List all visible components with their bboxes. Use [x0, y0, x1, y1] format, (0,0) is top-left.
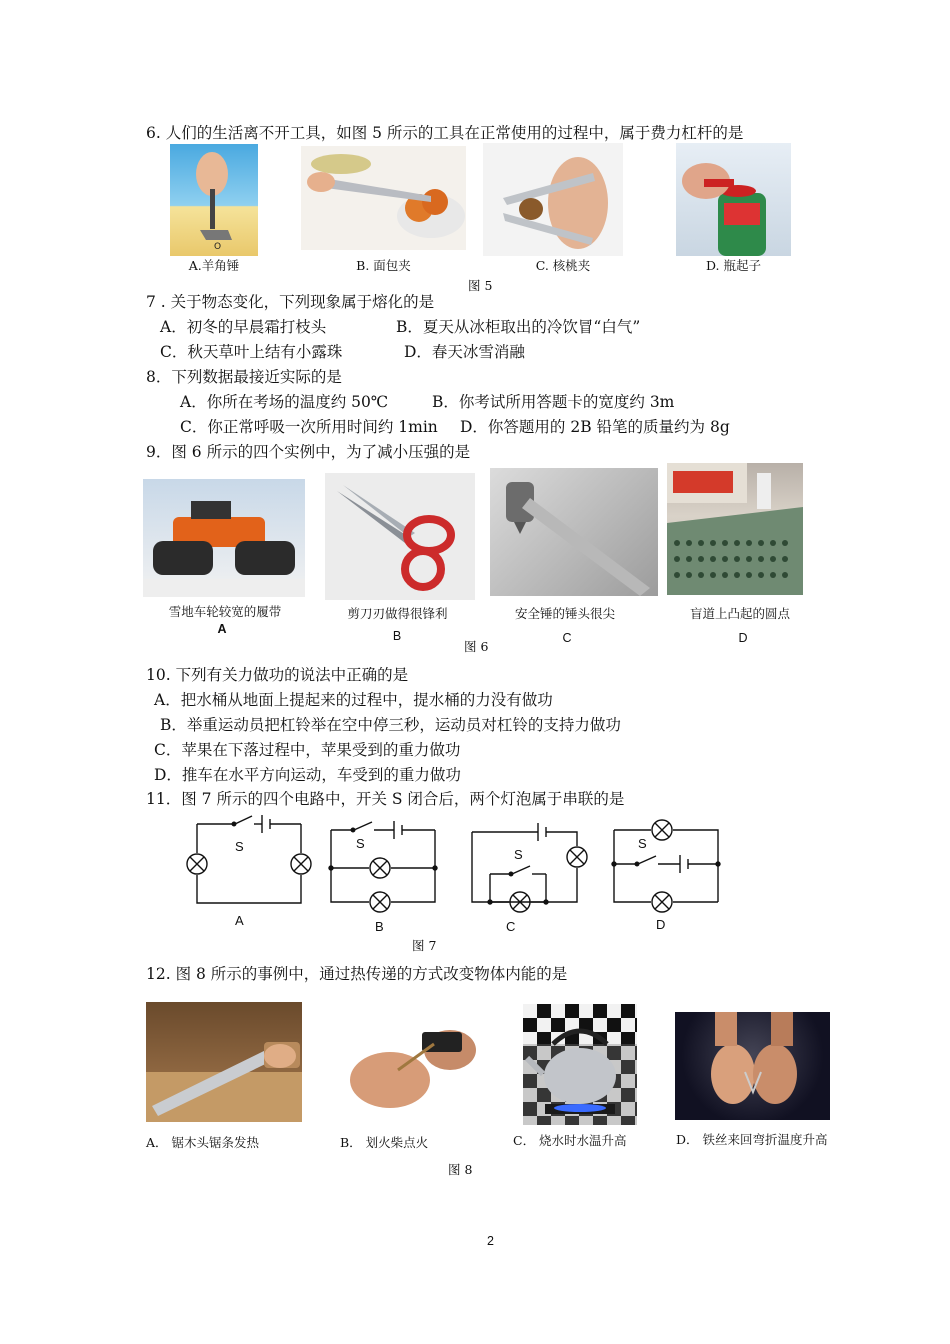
page-number: 2: [487, 1234, 494, 1248]
circuit-b-switch-label: S: [356, 836, 365, 851]
circuit-a-letter: A: [235, 913, 244, 928]
q9-caption-c: 安全锤的锤头很尖: [514, 606, 615, 621]
q6-caption-d: D. 瓶起子: [705, 258, 762, 273]
q8-option-c: C．你正常呼吸一次所用时间约 1min: [180, 418, 438, 436]
circuit-b: [329, 821, 437, 912]
circuit-a: [187, 815, 311, 903]
figure-6-label: 图 6: [464, 639, 489, 654]
q7-text: 7 . 关于物态变化，下列现象属于熔化的是: [146, 293, 435, 311]
q12-caption-a: A． 锯木头锯条发热: [146, 1135, 260, 1150]
q8-text: 8．下列数据最接近实际的是: [146, 368, 342, 386]
q8-option-d: D．你答题用的 2B 铅笔的质量约为 8g: [460, 418, 730, 436]
q9-letter-d: D: [738, 631, 748, 645]
q7-option-b: B．夏天从冰柜取出的冷饮冒“白气”: [396, 318, 641, 336]
q10-option-d: D．推车在水平方向运动，车受到的重力做功: [154, 766, 461, 784]
circuit-c-letter: C: [506, 919, 516, 934]
circuit-d: [612, 820, 720, 912]
bending-wire-image: [675, 1012, 830, 1120]
circuit-c: [472, 823, 587, 912]
q10-text: 10. 下列有关力做功的说法中正确的是: [146, 666, 409, 684]
snow-vehicle-image: [143, 479, 305, 597]
boiling-kettle-image: [523, 1004, 637, 1125]
figure-5-label: 图 5: [468, 278, 493, 293]
q12-caption-d: D． 铁丝来回弯折温度升高: [676, 1132, 828, 1147]
q9-letter-a: A: [217, 622, 227, 636]
figure-8-label: 图 8: [448, 1162, 473, 1177]
q12-text: 12. 图 8 所示的事例中，通过热传递的方式改变物体内能的是: [146, 965, 568, 983]
q6-text: 6. 人们的生活离不开工具，如图 5 所示的工具在正常使用的过程中，属于费力杠杆的是: [146, 124, 744, 142]
q7-option-c: C．秋天草叶上结有小露珠: [160, 343, 343, 361]
q7-option-d: D．春天冰雪消融: [404, 343, 525, 361]
q9-caption-d: 盲道上凸起的圆点: [689, 606, 790, 621]
q9-text: 9．图 6 所示的四个实例中，为了减小压强的是: [146, 443, 471, 461]
q8-option-b: B．你考试所用答题卡的宽度约 3m: [432, 393, 675, 411]
circuit-d-letter: D: [656, 917, 666, 932]
q7-option-a: A．初冬的早晨霜打枝头: [160, 318, 327, 336]
q9-caption-a: 雪地车轮较宽的履带: [168, 604, 282, 619]
q11-text: 11．图 7 所示的四个电路中，开关 S 闭合后，两个灯泡属于串联的是: [146, 790, 625, 808]
q10-option-a: A．把水桶从地面上提起来的过程中，提水桶的力没有做功: [154, 691, 553, 709]
q12-caption-c: C． 烧水时水温升高: [513, 1133, 627, 1148]
bottle-opener-image: [676, 143, 791, 256]
nutcracker-image: [483, 143, 623, 256]
q6-caption-a: A.羊角锤: [188, 258, 240, 273]
q8-option-a: A．你所在考场的温度约 50℃: [180, 393, 389, 411]
q10-option-c: C．苹果在下落过程中，苹果受到的重力做功: [154, 741, 461, 759]
circuit-c-switch-label: S: [514, 847, 523, 862]
scissors-image: [325, 473, 475, 600]
q12-caption-b: B． 划火柴点火: [340, 1135, 429, 1150]
sawing-wood-image: [146, 1002, 302, 1122]
q6-caption-c: C. 核桃夹: [535, 258, 591, 273]
circuit-diagrams: [0, 810, 950, 940]
striking-match-image: [338, 1010, 488, 1122]
q10-option-b: B．举重运动员把杠铃举在空中停三秒，运动员对杠铃的支持力做功: [160, 716, 621, 734]
circuit-b-letter: B: [375, 919, 384, 934]
circuit-a-switch-label: S: [235, 839, 244, 854]
svg-text:O: O: [214, 242, 222, 252]
bread-tongs-image: [301, 146, 466, 250]
q9-letter-c: C: [562, 631, 572, 645]
q9-caption-b: 剪刀刃做得很锋利: [347, 606, 448, 621]
circuit-d-switch-label: S: [638, 836, 647, 851]
hammer-image: [170, 144, 258, 256]
tactile-paving-image: [667, 463, 803, 595]
safety-hammer-image: [490, 468, 658, 596]
q6-caption-b: B. 面包夹: [356, 258, 411, 273]
q9-letter-b: B: [392, 629, 402, 643]
figure-7-label: 图 7: [412, 938, 437, 953]
